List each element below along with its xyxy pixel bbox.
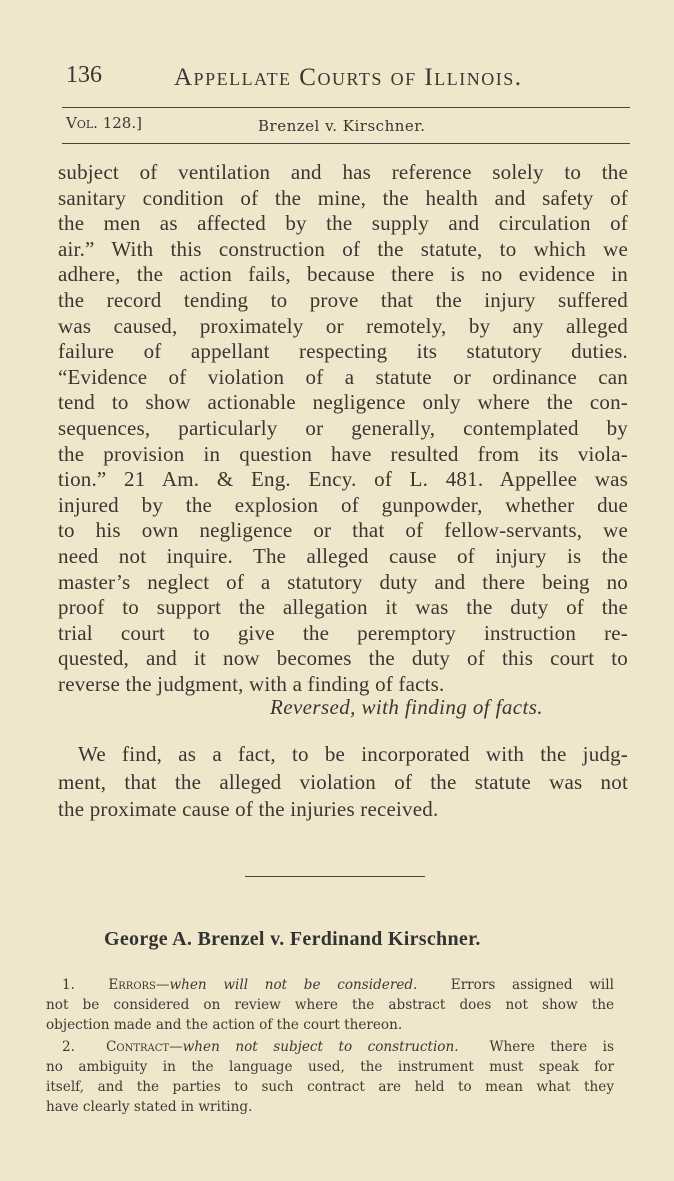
text-line: trial court to give the peremptory instruction re-	[58, 620, 628, 645]
headnote-line: no ambiguity in the language used, the instrument must speak for	[46, 1059, 614, 1075]
text-line: reverse the judgment, with a finding of facts.	[58, 672, 445, 696]
headnote-number: 2.	[62, 1039, 75, 1055]
text-line: was caused, proximately or remotely, by any alleged	[58, 313, 628, 338]
text-line: proof to support the allegation it was the duty of the	[58, 595, 628, 620]
text-line: the record tending to prove that the injury suffered	[58, 288, 628, 312]
text-line: the provision in question have resulted from its viola-	[58, 441, 628, 466]
text-line: to his own negligence or that of fellow-servants, we	[58, 518, 628, 543]
text-line: need not inquire. The alleged cause of injury is the	[58, 544, 628, 568]
page-number: 136	[66, 62, 102, 88]
text-line: the men as affected by the supply and circulation of	[58, 211, 628, 236]
text-line: sequences, particularly or generally, contemplated by	[58, 416, 628, 440]
headnote-2	[62, 1039, 614, 1055]
headnote-line: not be considered on review where the abstract does not show the	[46, 997, 614, 1013]
headnote-text: Errors assigned will	[450, 977, 614, 993]
text-line: failure of appellant respecting its statutory duties.	[58, 339, 628, 364]
section-divider	[245, 876, 425, 877]
text-line: quested, and it now becomes the duty of this court to	[58, 646, 628, 671]
headnote-1	[62, 977, 614, 993]
text-line: subject of ventilation and has reference solely to the	[58, 160, 628, 184]
headnote-number: 1.	[62, 977, 75, 993]
headnote-line: objection made and the action of the court thereon.	[46, 1017, 403, 1033]
headnote-topic: Errors	[108, 977, 156, 993]
text-line: tend to show actionable negligence only where the con-	[58, 390, 628, 415]
finding-line: ment, that the alleged violation of the statute was not	[58, 769, 628, 794]
running-title: Appellate Courts of Illinois.	[174, 64, 523, 91]
text-line: air.” With this construction of the statute, to which we	[58, 236, 628, 261]
text-line: adhere, the action fails, because there is no evidence in	[58, 262, 628, 287]
text-line: sanitary condition of the mine, the health and safety of	[58, 185, 628, 210]
headnote-text: Where there is	[489, 1039, 614, 1055]
text-line: tion.” 21 Am. & Eng. Ency. of L. 481. Appellee was	[58, 467, 628, 492]
finding-line: We find, as a fact, to be incorporated with the judg-	[78, 742, 628, 766]
headnote-subtopic: —when not subject to construction.	[169, 1039, 459, 1055]
judgment-line: Reversed, with finding of facts.	[270, 695, 543, 719]
headnote-topic: Contract	[105, 1039, 170, 1055]
next-case-title: George A. Brenzel v. Ferdinand Kirschner.	[104, 928, 481, 950]
headnote-line: itself, and the parties to such contract are held to mean what they	[46, 1079, 614, 1095]
volume-label: Vol. 128.]	[66, 114, 142, 132]
headnote-line: have clearly stated in writing.	[46, 1099, 253, 1115]
text-line: “Evidence of violation of a statute or ordinance can	[58, 364, 628, 389]
text-line: injured by the explosion of gunpowder, whether due	[58, 492, 628, 517]
header-rule-bottom	[62, 143, 630, 144]
header-rule-top	[62, 107, 630, 108]
text-line: master’s neglect of a statutory duty and there being no	[58, 569, 628, 594]
headnote-subtopic: —when will not be considered.	[155, 977, 418, 993]
finding-line: the proximate cause of the injuries received.	[58, 797, 439, 821]
case-short-title: Brenzel v. Kirschner.	[258, 117, 426, 135]
